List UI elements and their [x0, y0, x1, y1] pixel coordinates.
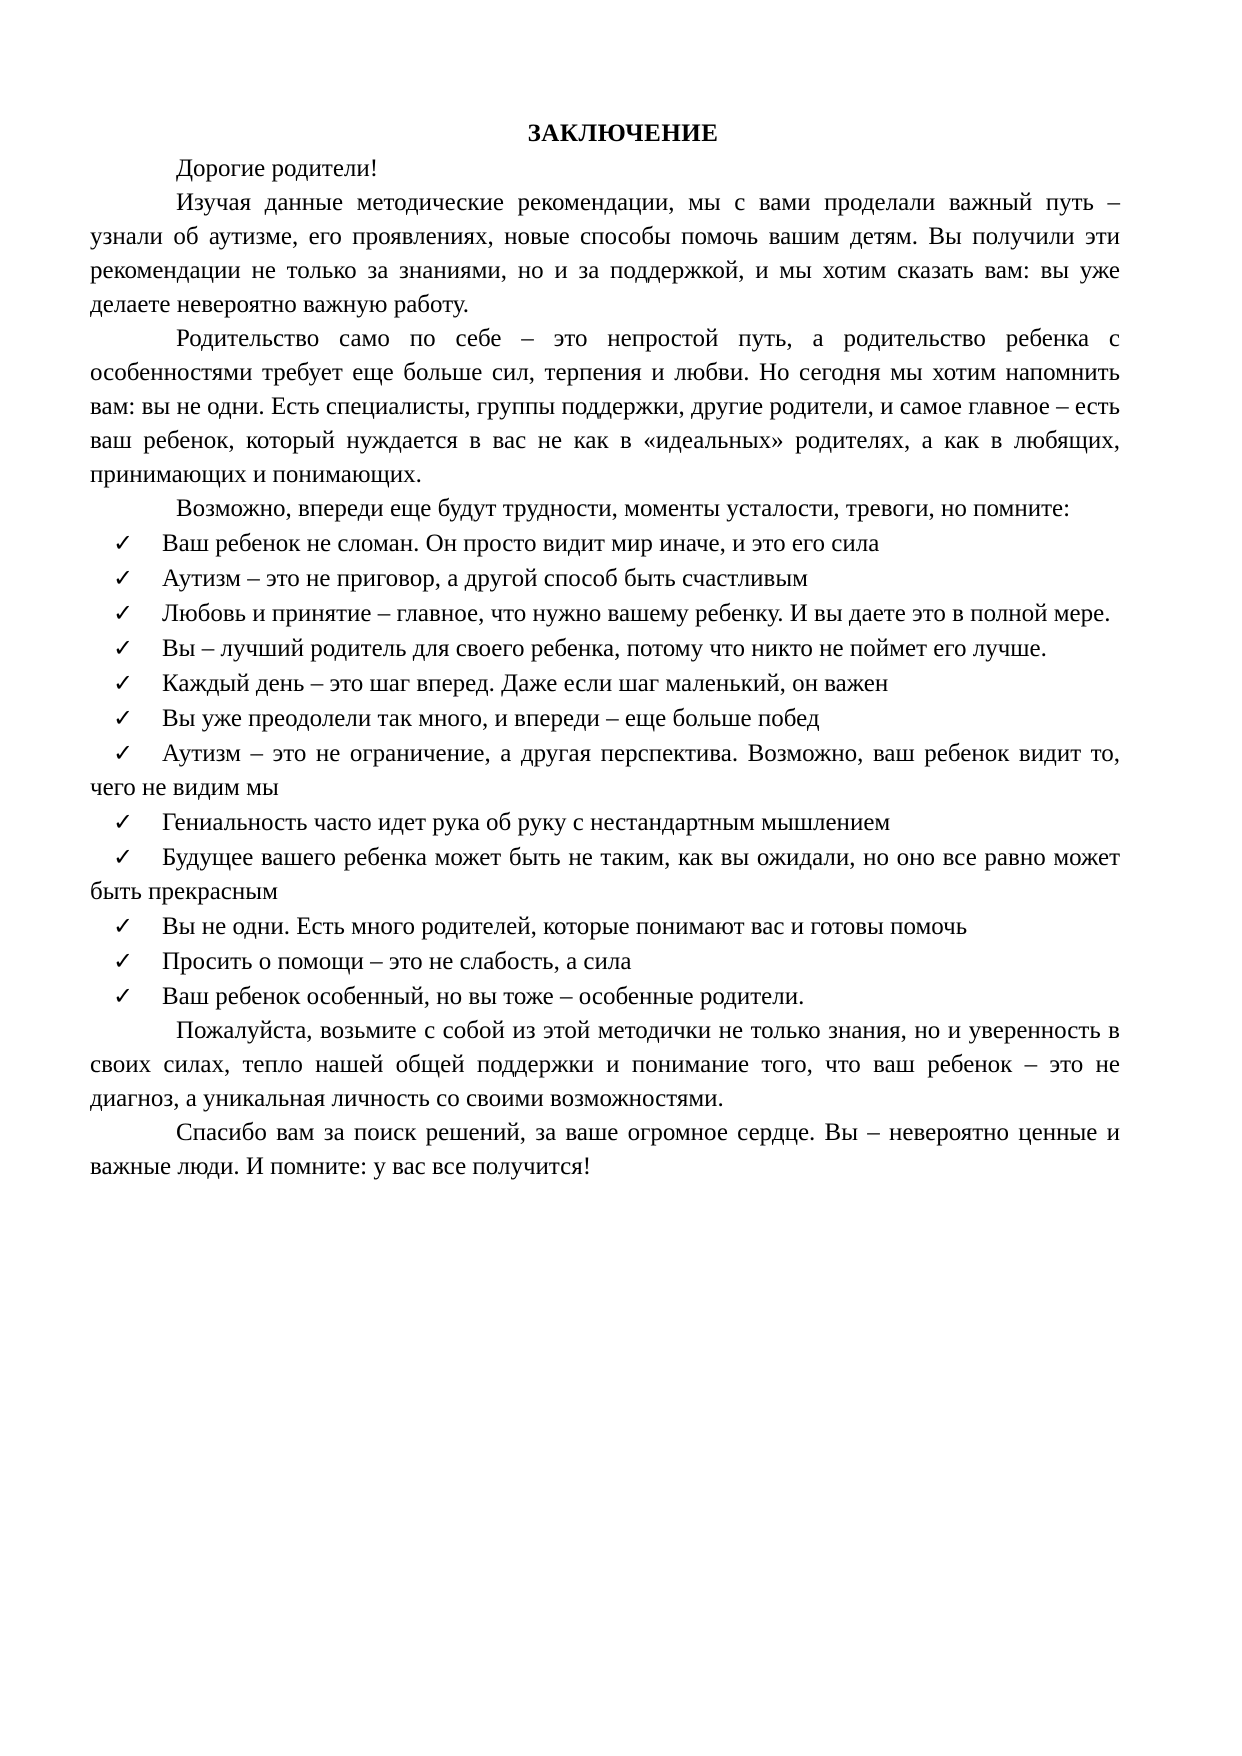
checkmark-icon: ✓	[113, 947, 134, 975]
paragraph-intro-3: Возможно, впереди еще будут трудности, моменты усталости, тревоги, но помните:	[176, 495, 1071, 522]
checkmark-icon: ✓	[113, 843, 134, 871]
checkmark-icon: ✓	[113, 808, 134, 836]
checklist-item-text: Каждый день – это шаг вперед. Даже если шаг маленький, он важен	[162, 670, 889, 697]
checklist-item	[90, 944, 1120, 979]
checkmark-icon: ✓	[113, 669, 134, 697]
checklist-item	[90, 840, 1120, 909]
checklist-item	[90, 736, 1120, 805]
checkmark-icon: ✓	[113, 599, 134, 627]
checklist-item	[90, 666, 1120, 701]
checklist-item-text: Ваш ребенок особенный, но вы тоже – особенные родители.	[162, 983, 805, 1010]
checklist-item-text: Аутизм – это не приговор, а другой способ быть счастливым	[162, 565, 808, 592]
checklist-item	[90, 561, 1120, 596]
checkmark-icon: ✓	[113, 634, 134, 662]
paragraph-closing-2: Спасибо вам за поиск решений, за ваше огромное сердце. Вы – невероятно ценные и важные люди. И помните: у вас все получится!	[90, 1119, 1120, 1180]
paragraph-closing-1: Пожалуйста, возьмите с собой из этой методички не только знания, но и уверенность в своих силах, тепло нашей общей поддержки и понимание того, что ваш ребенок – это не диагноз, а уникальная личность со своими возможностями.	[90, 1017, 1120, 1112]
checklist-item-text: Будущее вашего ребенка может быть не таким, как вы ожидали, но оно все равно может быть прекрасным	[90, 844, 1120, 905]
checklist-item	[90, 979, 1120, 1014]
checklist-item-text: Гениальность часто идет рука об руку с нестандартным мышлением	[162, 809, 891, 836]
paragraph-salutation: Дорогие родители!	[176, 155, 379, 182]
checkmark-icon: ✓	[113, 982, 134, 1010]
checklist-item	[90, 526, 1120, 561]
checklist-item-text: Ваш ребенок не сломан. Он просто видит мир иначе, и это его сила	[162, 530, 880, 557]
checklist-item-text: Любовь и принятие – главное, что нужно вашему ребенку. И вы даете это в полной мере.	[162, 600, 1111, 627]
checkmark-icon: ✓	[113, 704, 134, 732]
page-title: ЗАКЛЮЧЕНИЕ	[527, 120, 719, 147]
checkmark-icon: ✓	[113, 912, 134, 940]
checklist-item-text: Вы – лучший родитель для своего ребенка, потому что никто не поймет его лучше.	[162, 635, 1047, 662]
checklist-item	[90, 701, 1120, 736]
checkmark-icon: ✓	[113, 564, 134, 592]
checklist-item-text: Аутизм – это не ограничение, а другая перспектива. Возможно, ваш ребенок видит то, чего не видим мы	[90, 740, 1120, 801]
checklist-item	[90, 596, 1120, 631]
checklist-item	[90, 909, 1120, 944]
checklist-item-text: Вы не одни. Есть много родителей, которые понимают вас и готовы помочь	[162, 913, 968, 940]
checklist-item	[90, 805, 1120, 840]
checkmark-icon: ✓	[113, 529, 134, 557]
paragraph-intro-1: Изучая данные методические рекомендации, мы с вами проделали важный путь – узнали об аутизме, его проявлениях, новые способы помочь вашим детям. Вы получили эти рекомендации не только за знаниями, но и за поддержкой, и мы хотим сказать вам: вы уже делаете невероятно важную работу.	[90, 189, 1120, 318]
checklist-item-text: Просить о помощи – это не слабость, а сила	[162, 948, 632, 975]
checkmark-icon: ✓	[113, 739, 134, 767]
paragraph-intro-2: Родительство само по себе – это непростой путь, а родительство ребенка с особенностями требует еще больше сил, терпения и любви. Но сегодня мы хотим напомнить вам: вы не одни. Есть специалисты, группы поддержки, другие родители, и самое главное – есть ваш ребенок, который нуждается в вас не как в «идеальных» родителях, а как в любящих, принимающих и понимающих.	[90, 325, 1120, 488]
checklist-item-text: Вы уже преодолели так много, и впереди – еще больше побед	[162, 705, 820, 732]
checklist-item	[90, 631, 1120, 666]
